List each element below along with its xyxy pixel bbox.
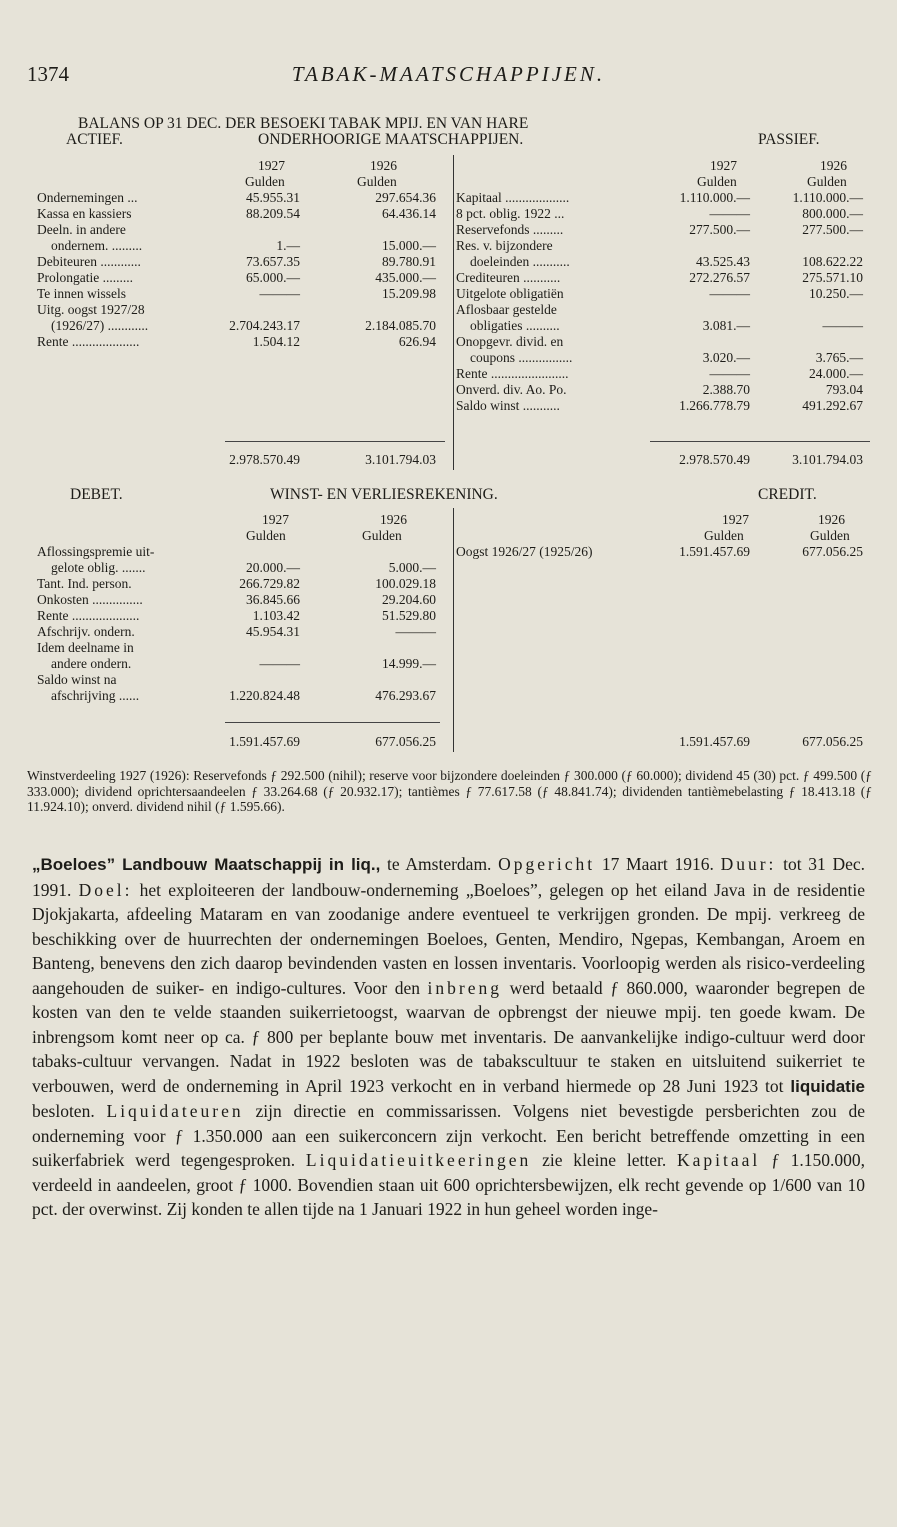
- passief-value-1927: ———: [709, 286, 750, 301]
- debet-label: Rente ....................: [37, 608, 140, 623]
- actief-label: Rente ....................: [37, 334, 140, 349]
- actief-label: Prolongatie .........: [37, 270, 133, 285]
- balance-passief-currency-1927: Gulden: [697, 174, 737, 189]
- balance-actief-total-1926: 3.101.794.03: [365, 452, 436, 467]
- doel-label: Doel:: [78, 879, 133, 900]
- passief-value-1927: ———: [709, 366, 750, 381]
- actief-value-1926: 15.000.—: [382, 238, 436, 253]
- debet-row: [0, 576, 897, 592]
- passief-row: [0, 302, 897, 318]
- passief-row: [0, 398, 897, 414]
- actief-label: Te innen wissels: [37, 286, 127, 301]
- balance-actief-year-1927: 1927: [258, 158, 285, 173]
- debet-value-1927: ———: [259, 656, 300, 671]
- passief-label: Kapitaal ...................: [456, 190, 570, 205]
- passief-value-1927: 1.110.000.—: [679, 190, 750, 205]
- passief-row: [0, 382, 897, 398]
- debet-value-1927: 1.103.42: [252, 608, 300, 623]
- balance-passief-year-1927: 1927: [710, 158, 737, 173]
- passief-row: [0, 366, 897, 382]
- actief-value-1926: 435.000.—: [375, 270, 436, 285]
- actief-value-1926: 15.209.98: [382, 286, 436, 301]
- passief-value-1926: 3.765.—: [815, 350, 863, 365]
- passief-label: 8 pct. oblig. 1922 ...: [456, 206, 565, 221]
- passief-value-1926: 108.622.22: [802, 254, 863, 269]
- pl-debet-label: DEBET.: [70, 486, 123, 503]
- debet-label: gelote oblig. .......: [51, 560, 146, 575]
- actief-label: Uitg. oogst 1927/28: [37, 302, 145, 317]
- article-text-6: ƒ 1.150.000, verdeeld in aandeelen, groot ƒ 1000. Bovendien staan uit 600 oprichtersbewijzen, elk recht gevende op 1/600 van 10 pct. der overwinst. Zij konden te allen tijde na 1 Januari 1922 in hun geheel worden inge-: [32, 1150, 866, 1219]
- actief-label: Deeln. in andere: [37, 222, 126, 237]
- debet-row: [0, 624, 897, 640]
- credit-value-1927: 1.591.457.69: [679, 544, 750, 559]
- pl-debet-currency-1927: Gulden: [246, 528, 286, 543]
- pl-debet-total-rule: [225, 722, 440, 723]
- passief-row: [0, 286, 897, 302]
- article-text-5: zie kleine letter.: [531, 1150, 678, 1170]
- credit-value-1926: 677.056.25: [802, 544, 863, 559]
- debet-value-1926: 476.293.67: [375, 688, 436, 703]
- liquidateuren-label: Liquidateuren: [106, 1101, 244, 1121]
- actief-value-1927: 1.504.12: [252, 334, 300, 349]
- actief-value-1926: 89.780.91: [382, 254, 436, 269]
- debet-value-1926: 100.029.18: [375, 576, 436, 591]
- actief-value-1927: ———: [259, 286, 300, 301]
- actief-label: Kassa en kassiers: [37, 206, 132, 221]
- actief-value-1927: 88.209.54: [246, 206, 300, 221]
- debet-label: Afschrijv. ondern.: [37, 624, 135, 639]
- balance-actief-currency-1926: Gulden: [357, 174, 397, 189]
- balance-actief-total-1927: 2.978.570.49: [229, 452, 300, 467]
- debet-row: [0, 608, 897, 624]
- debet-value-1926: 51.529.80: [382, 608, 436, 623]
- company-article: [32, 852, 865, 1222]
- actief-label: (1926/27) ............: [51, 318, 149, 333]
- balance-passief-total-1927: 2.978.570.49: [679, 452, 750, 467]
- balance-passief-currency-1926: Gulden: [807, 174, 847, 189]
- pl-debet-currency-1926: Gulden: [362, 528, 402, 543]
- passief-label: Onopgevr. divid. en: [456, 334, 564, 349]
- passief-value-1927: 272.276.57: [689, 270, 750, 285]
- passief-label: coupons ................: [470, 350, 573, 365]
- debet-value-1926: 14.999.—: [382, 656, 436, 671]
- passief-value-1926: 800.000.—: [802, 206, 863, 221]
- actief-value-1926: 626.94: [398, 334, 436, 349]
- passief-value-1926: 10.250.—: [809, 286, 863, 301]
- pl-credit-table: [0, 544, 897, 564]
- passief-value-1927: 3.020.—: [702, 350, 750, 365]
- debet-label: afschrijving ......: [51, 688, 140, 703]
- passief-value-1926: 275.571.10: [802, 270, 863, 285]
- passief-label: doeleinden ...........: [470, 254, 570, 269]
- inbreng-label: inbreng: [427, 977, 503, 998]
- actief-label: Ondernemingen ...: [37, 190, 138, 205]
- balance-passief-year-1926: 1926: [820, 158, 847, 173]
- debet-row: [0, 640, 897, 656]
- debet-value-1927: 20.000.—: [246, 560, 300, 575]
- actief-value-1926: 64.436.14: [382, 206, 436, 221]
- debet-value-1927: 45.954.31: [246, 624, 300, 639]
- debet-label: Tant. Ind. person.: [37, 576, 132, 591]
- actief-value-1927: 2.704.243.17: [229, 318, 300, 333]
- passief-row: [0, 190, 897, 206]
- passief-label: Res. v. bijzondere: [456, 238, 553, 253]
- passief-value-1926: 277.500.—: [802, 222, 863, 237]
- pl-debet-year-1927: 1927: [262, 512, 289, 527]
- kapitaal-label: Kapitaal: [677, 1150, 761, 1170]
- pl-credit-year-1927: 1927: [722, 512, 749, 527]
- pl-credit-currency-1926: Gulden: [810, 528, 850, 543]
- opgericht-label: Opgericht: [498, 854, 596, 874]
- actief-value-1926: 2.184.085.70: [365, 318, 436, 333]
- passief-row: [0, 270, 897, 286]
- actief-label: ondernem. .........: [51, 238, 143, 253]
- debet-value-1927: 1.220.824.48: [229, 688, 300, 703]
- passief-value-1926: ———: [822, 318, 863, 333]
- page-number: 1374: [27, 62, 69, 86]
- liquidatie-label: liquidatie: [790, 1076, 865, 1096]
- pl-debet-total-1926: 677.056.25: [375, 734, 436, 749]
- debet-label: Saldo winst na: [37, 672, 117, 687]
- passief-label: obligaties ..........: [470, 318, 560, 333]
- pl-debet-total-1927: 1.591.457.69: [229, 734, 300, 749]
- credit-row: [0, 544, 897, 560]
- passief-row: [0, 254, 897, 270]
- actief-value-1927: 1.—: [276, 238, 300, 253]
- balance-actief-total-rule: [225, 441, 445, 442]
- credit-label: Oogst 1926/27 (1925/26): [456, 544, 593, 559]
- balance-actief-label: ACTIEF.: [66, 131, 123, 148]
- running-title: TABAK-MAATSCHAPPIJEN.: [291, 62, 606, 86]
- debet-value-1927: 36.845.66: [246, 592, 300, 607]
- passief-value-1927: 277.500.—: [689, 222, 750, 237]
- debet-row: [0, 656, 897, 672]
- profit-distribution-note: Winstverdeeling 1927 (1926): Reservefonds ƒ 292.500 (nihil); reserve voor bijzondere doeleinden ƒ 300.000 (ƒ 60.000); dividend 45 (30) pct. ƒ 499.500 (ƒ 333.000); dividend oprichtersaandeelen ƒ 33.264.68 (ƒ 20.932.17); tantièmes ƒ 77.617.58 (ƒ 48.841.74); dividenden tantièmebelasting ƒ 18.413.18 (ƒ 11.924.10); onverd. dividend nihil (ƒ 1.595.66).: [27, 768, 872, 814]
- pl-credit-currency-1927: Gulden: [704, 528, 744, 543]
- balance-passief-total-1926: 3.101.794.03: [792, 452, 863, 467]
- passief-label: Saldo winst ...........: [456, 398, 560, 413]
- passief-row: [0, 318, 897, 334]
- passief-label: Onverd. div. Ao. Po.: [456, 382, 567, 397]
- balance-divider: [453, 155, 454, 470]
- balance-title-line1: BALANS OP 31 DEC. DER BESOEKI TABAK MPIJ. EN VAN HARE: [78, 115, 529, 132]
- debet-label: andere ondern.: [51, 656, 132, 671]
- passief-value-1926: 24.000.—: [809, 366, 863, 381]
- actief-value-1927: 65.000.—: [246, 270, 300, 285]
- balance-actief-currency-1927: Gulden: [245, 174, 285, 189]
- pl-credit-total-1926: 677.056.25: [802, 734, 863, 749]
- passief-value-1927: 3.081.—: [702, 318, 750, 333]
- passief-row: [0, 222, 897, 238]
- pl-debet-year-1926: 1926: [380, 512, 407, 527]
- passief-value-1927: 2.388.70: [702, 382, 750, 397]
- actief-value-1927: 45.955.31: [246, 190, 300, 205]
- debet-row: [0, 672, 897, 688]
- pl-title: WINST- EN VERLIESREKENING.: [270, 486, 498, 503]
- debet-value-1926: 29.204.60: [382, 592, 436, 607]
- duur-label: Duur:: [720, 854, 777, 874]
- passief-row: [0, 206, 897, 222]
- passief-row: [0, 238, 897, 254]
- passief-label: Uitgelote obligatiën: [456, 286, 564, 301]
- company-name: „Boeloes” Landbouw Maatschappij in liq.,: [32, 855, 381, 874]
- article-text-3: besloten.: [32, 1101, 107, 1121]
- liquidatieuitkeeringen-label: Liquidatieuitkeeringen: [305, 1150, 532, 1170]
- passief-label: Reservefonds .........: [456, 222, 564, 237]
- pl-debet-table: [0, 544, 897, 714]
- passief-label: Rente .......................: [456, 366, 569, 381]
- passief-row: [0, 350, 897, 366]
- passief-value-1927: 1.266.778.79: [679, 398, 750, 413]
- actief-value-1926: 297.654.36: [375, 190, 436, 205]
- passief-value-1926: 793.04: [825, 382, 863, 397]
- duur-value: tot 31 Dec. 1991.: [32, 854, 865, 900]
- pl-credit-label: CREDIT.: [758, 486, 817, 503]
- debet-value-1926: ———: [395, 624, 436, 639]
- pl-credit-year-1926: 1926: [818, 512, 845, 527]
- pl-credit-total-1927: 1.591.457.69: [679, 734, 750, 749]
- article-text-1: het exploiteeren der landbouw-onderneming „Boeloes”, gelegen op het eiland Java in de residentie Djokjakarta, afdeeling Mataram en van zoodanige andere eventueel te verkrijgen gronden. De mpij. verkreeg de beschikking over de huurrechten der ondernemingen Boeloes, Genten, Mendiro, Ngepas, Kembangan, Aroem en Banteng, benevens den zich daarop bevindenden vasten en lossen inventaris. Voorloopig werden als risico-verdeeling aangehouden de suiker- en indigo-cultures. Voor den: [32, 879, 866, 998]
- article-text-2: werd betaald ƒ 860.000, waaronder begrepen de kosten van den te velde staanden suikerrietoogst, waarvan de opbrengst der nieuwe mpij. ten goede kwam. De inbrengsom komt neer op ca. ƒ 800 per beplante bouw met inventaris. De aanvankelijke indigo-cultuur werd door tabaks-cultuur vervangen. Nadat in 1922 besloten was de tabakscultuur te staken en uitsluitend suikerriet te verbouwen, werd de onderneming in April 1923 verkocht en in verband hiermede op 28 Juni 1923 tot: [32, 977, 865, 1096]
- opgericht-value: 17 Maart 1916.: [595, 854, 721, 874]
- balance-passief-total-rule: [650, 441, 870, 442]
- debet-value-1927: 266.729.82: [239, 576, 300, 591]
- pl-divider: [453, 508, 454, 752]
- debet-row: [0, 592, 897, 608]
- balance-actief-year-1926: 1926: [370, 158, 397, 173]
- passief-label: Crediteuren ...........: [456, 270, 561, 285]
- debet-value-1926: 5.000.—: [388, 560, 436, 575]
- passief-value-1927: 43.525.43: [696, 254, 750, 269]
- company-place: te Amsterdam.: [380, 854, 492, 874]
- actief-label: Debiteuren ............: [37, 254, 141, 269]
- balance-passief-table: [0, 190, 897, 430]
- passief-label: Aflosbaar gestelde: [456, 302, 557, 317]
- debet-row: [0, 688, 897, 704]
- passief-row: [0, 334, 897, 350]
- debet-label: Aflossingspremie uit-: [37, 544, 155, 559]
- passief-value-1926: 491.292.67: [802, 398, 863, 413]
- debet-label: Onkosten ...............: [37, 592, 143, 607]
- article-text-4: zijn directie en commissarissen. Volgens niet bevestigde persberichten zou de onderneming voor ƒ 1.350.000 aan een suikerconcern zijn verkocht. Een bericht betreffende omzetting in een suikerfabriek werd tegengesproken.: [32, 1101, 865, 1170]
- balance-title-line2: ONDERHOORIGE MAATSCHAPPIJEN.: [258, 131, 524, 148]
- passief-value-1927: ———: [709, 206, 750, 221]
- balance-passief-label: PASSIEF.: [758, 131, 820, 148]
- debet-label: Idem deelname in: [37, 640, 134, 655]
- actief-value-1927: 73.657.35: [246, 254, 300, 269]
- passief-value-1926: 1.110.000.—: [792, 190, 863, 205]
